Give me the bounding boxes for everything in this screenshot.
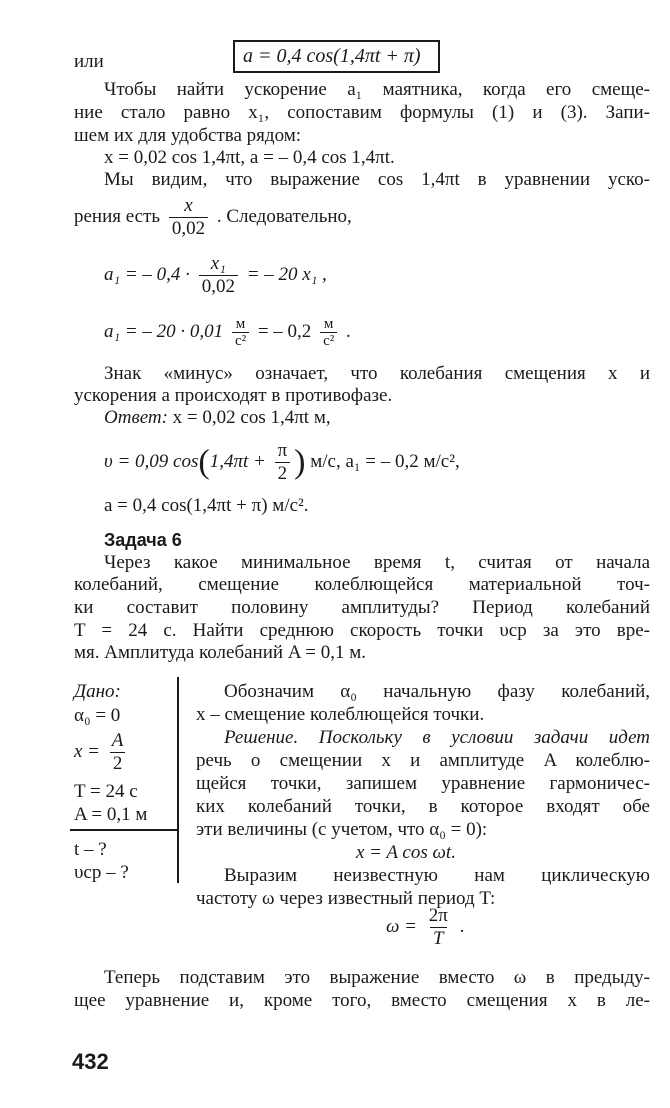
task6-line3: ки составит половину амплитуды? Период колебаний [74,597,650,618]
fraction-denominator: 2 [110,752,126,775]
fraction-numerator: A [111,730,124,751]
para1-line3: шем их для удобства рядом: [74,125,302,146]
omega-lhs: ω = [386,915,417,937]
page-number: 432 [72,1049,109,1074]
eq2-mid: = – 0,2 [257,320,312,342]
para3-line1: Знак «минус» означает, что колебания смещения x и [104,363,650,384]
solution-line4: речь о смещении x и амплитуде A колеблю- [196,750,650,771]
solution-line8: Выразим неизвестную нам циклическую [224,865,650,886]
solution-line1: Обозначим α₀ начальную фазу колебаний, [224,681,650,702]
omega-formula [386,905,464,950]
para2-suffix: . Следовательно, [216,205,352,227]
eq2-end: . [345,320,351,342]
final-line1: Теперь подставим это выражение вместо ω в предыду- [104,967,650,988]
velocity-prefix: υ = 0,09 cos [104,450,199,472]
solution-line6: ких колебаний точки, в которое входят обе [196,796,650,817]
fraction-numerator: x₁ [210,253,226,274]
given-divider-line [177,677,179,883]
find-t: t – ? [74,839,107,860]
task6-line2: колебаний, смещение колеблющейся материальной точ- [74,574,650,595]
unit-numerator: м [323,316,334,332]
right-paren: ) [294,443,306,481]
given-alpha: α₀ = 0 [74,705,121,726]
solution-line7: эти величины (с учетом, что α₀ = 0): [196,819,488,840]
para2-prefix: рения есть [74,205,161,227]
fraction-x-over-002 [169,195,208,240]
solution-equation: x = A cos ωt. [356,842,456,863]
answer-line1 [104,406,331,429]
velocity-inner: 1,4πt + [209,450,266,472]
fraction-A-over-2 [109,730,127,775]
boxed-acceleration-formula: a = 0,4 cos(1,4πt + π) [233,40,440,73]
given-x [74,730,130,775]
fraction-pi-over-2 [275,440,291,485]
fraction-numerator: x [184,195,193,216]
given-x-lhs: x = [74,740,101,762]
answer-velocity-line [104,440,460,485]
unit-fraction-m-s2 [232,316,249,349]
task6-line1: Через какое минимальное время t, считая от начала [104,552,650,573]
fraction-denominator: 0,02 [169,217,208,240]
word-ili: или [74,51,104,72]
unit-numerator: м [235,316,246,332]
solution-line5: щейся точки, запишем уравнение гармоничес- [196,773,650,794]
task6-line4: T = 24 с. Найти среднюю скорость точки υср за это вре- [74,620,650,641]
given-period: T = 24 с [74,781,138,802]
unit-denominator: с² [320,332,337,349]
omega-end: . [459,915,465,937]
unit-denominator: с² [232,332,249,349]
para3-line2: ускорения a происходят в противофазе. [74,385,393,406]
answer-x: x = 0,02 cos 1,4πt м, [172,407,331,428]
eq2-lhs: a₁ = – 20 · 0,01 [104,320,224,342]
solution-line9: частоту ω через известный период T: [196,888,496,909]
fraction-numerator: π [277,440,288,461]
para1-line1: Чтобы найти ускорение a₁ маятника, когда его смеще- [104,79,650,100]
para1-line2: ние стало равно x₁, сопоставим формулы (1) и (3). Запи- [74,102,650,123]
equation-a1-line1 [104,253,327,298]
fraction-denominator: T [430,927,447,950]
fraction-denominator: 2 [275,462,291,485]
para2-line2 [74,195,352,240]
left-paren: ( [198,443,210,481]
fraction-2pi-over-T [426,905,451,950]
final-line2: щее уравнение и, кроме того, вместо смещения x в ле- [74,990,650,1011]
task6-title: Задача 6 [104,530,182,550]
solution-line2: x – смещение колеблющейся точки. [196,704,485,725]
eq1-lhs: a₁ = – 0,4 · [104,263,190,285]
answer-label: Ответ: [104,407,168,428]
task6-line5: мя. Амплитуда колебаний A = 0,1 м. [74,642,366,663]
velocity-suffix: м/с, a₁ = – 0,2 м/с², [310,450,460,472]
equation-pair: x = 0,02 cos 1,4πt, a = – 0,4 cos 1,4πt. [104,147,395,168]
unit-fraction-m-s2-second [320,316,337,349]
fraction-x1-over-002 [199,253,238,298]
para2-line1: Мы видим, что выражение cos 1,4πt в уравнении уско- [104,169,650,190]
find-v-avg: υср – ? [74,862,129,883]
given-amplitude: A = 0,1 м [74,804,148,825]
equation-a1-line2 [104,316,351,349]
solution-line3: Решение. Поскольку в условии задачи идет [224,727,650,748]
eq1-rhs: = – 20 x₁ , [246,263,327,285]
given-separator-line [70,829,178,831]
fraction-numerator: 2π [428,905,448,926]
answer-acceleration-line: a = 0,4 cos(1,4πt + π) м/с². [104,495,309,516]
fraction-denominator: 0,02 [199,275,238,298]
given-title: Дано: [74,681,121,702]
